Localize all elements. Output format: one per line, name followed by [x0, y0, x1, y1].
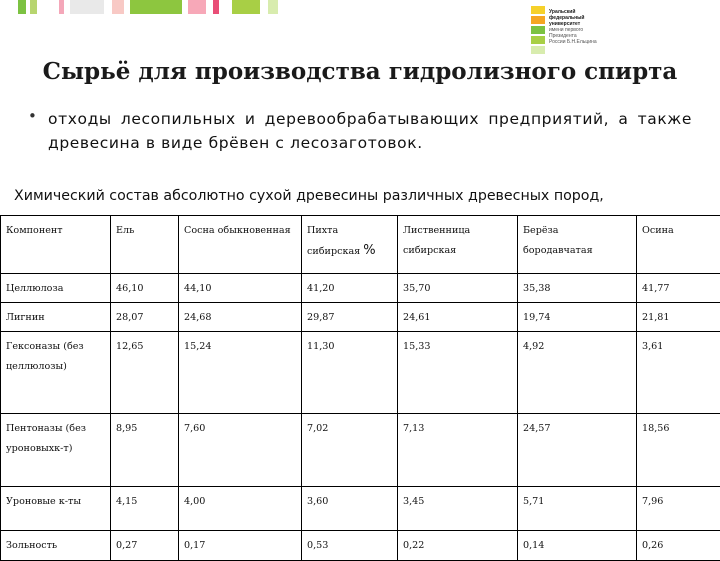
table-cell: 0,14	[518, 531, 637, 561]
table-header-row	[1, 216, 720, 274]
column-header: Компонент	[1, 216, 111, 274]
logo-text	[549, 9, 611, 45]
bullet-text: отходы лесопильных и деревообрабатывающих предприятий, а также древесина в виде брёвен с лесозаготовок.	[48, 107, 692, 155]
table-cell: 0,53	[302, 531, 398, 561]
table-cell: 3,45	[398, 487, 518, 531]
logo-line: Уральский	[549, 9, 611, 15]
table-cell: 3,60	[302, 487, 398, 531]
university-logo	[531, 6, 611, 62]
table-cell: 8,95	[111, 414, 179, 487]
table-cell: 0,26	[637, 531, 720, 561]
table-cell: 11,30	[302, 332, 398, 414]
table-cell: 5,71	[518, 487, 637, 531]
logo-line: России Б.Н.Ельцина	[549, 39, 611, 45]
table-cell: 24,68	[179, 303, 302, 332]
table-cell: 12,65	[111, 332, 179, 414]
table-cell: 28,07	[111, 303, 179, 332]
table-cell: 15,24	[179, 332, 302, 414]
decor-bar	[70, 0, 104, 14]
row-label: Гексоназы (без целлюлозы)	[1, 332, 111, 414]
table-row	[1, 487, 720, 531]
decor-bar	[59, 0, 64, 14]
decor-bar	[18, 0, 26, 14]
column-header: Лиственница сибирская	[398, 216, 518, 274]
table-cell: 15,33	[398, 332, 518, 414]
table-cell: 4,00	[179, 487, 302, 531]
row-label: Целлюлоза	[1, 274, 111, 303]
decor-bar	[268, 0, 278, 14]
page-title: Сырьё для производства гидролизного спирта	[0, 58, 720, 85]
table-cell: 29,87	[302, 303, 398, 332]
table-row	[1, 274, 720, 303]
table-cell: 35,38	[518, 274, 637, 303]
table-cell: 4,15	[111, 487, 179, 531]
table-cell: 3,61	[637, 332, 720, 414]
decor-bar	[112, 0, 124, 14]
decor-bar	[30, 0, 37, 14]
table-row	[1, 303, 720, 332]
table-row	[1, 332, 720, 414]
table-cell: 7,96	[637, 487, 720, 531]
bullet-icon: •	[28, 107, 37, 125]
table-cell: 46,10	[111, 274, 179, 303]
column-header: Берёза бородавчатая	[518, 216, 637, 274]
logo-line: федеральный	[549, 15, 611, 21]
table-cell: 0,27	[111, 531, 179, 561]
column-header: Осина	[637, 216, 720, 274]
column-header-label: Пихта сибирская	[307, 225, 360, 257]
table-cell: 18,56	[637, 414, 720, 487]
decor-bar	[130, 0, 182, 14]
column-header: Сосна обыкновенная	[179, 216, 302, 274]
table-row	[1, 414, 720, 487]
row-label: Пентоназы (без уроновыхк-т)	[1, 414, 111, 487]
row-label: Зольность	[1, 531, 111, 561]
decor-bar	[232, 0, 260, 14]
table-cell: 35,70	[398, 274, 518, 303]
table-cell: 0,17	[179, 531, 302, 561]
column-header	[302, 216, 398, 274]
logo-line: университет	[549, 21, 611, 27]
table-cell: 24,61	[398, 303, 518, 332]
table-cell: 7,60	[179, 414, 302, 487]
percent-symbol: %	[363, 243, 375, 258]
table-cell: 41,20	[302, 274, 398, 303]
decor-bar	[188, 0, 206, 14]
table-cell: 24,57	[518, 414, 637, 487]
table-cell: 41,77	[637, 274, 720, 303]
decorative-top-bars	[0, 0, 720, 18]
table-cell: 19,74	[518, 303, 637, 332]
composition-table	[0, 215, 720, 561]
table-cell: 7,13	[398, 414, 518, 487]
table-cell: 44,10	[179, 274, 302, 303]
column-header: Ель	[111, 216, 179, 274]
table-cell: 7,02	[302, 414, 398, 487]
table-cell: 4,92	[518, 332, 637, 414]
logo-line: имени первого Президента	[549, 27, 611, 39]
row-label: Уроновые к-ты	[1, 487, 111, 531]
table-cell: 21,81	[637, 303, 720, 332]
table-caption: Химический состав абсолютно сухой древесины различных древесных пород,	[14, 188, 720, 204]
table-row	[1, 531, 720, 561]
table-cell: 0,22	[398, 531, 518, 561]
decor-bar	[213, 0, 219, 14]
row-label: Лигнин	[1, 303, 111, 332]
logo-icon	[531, 6, 545, 60]
